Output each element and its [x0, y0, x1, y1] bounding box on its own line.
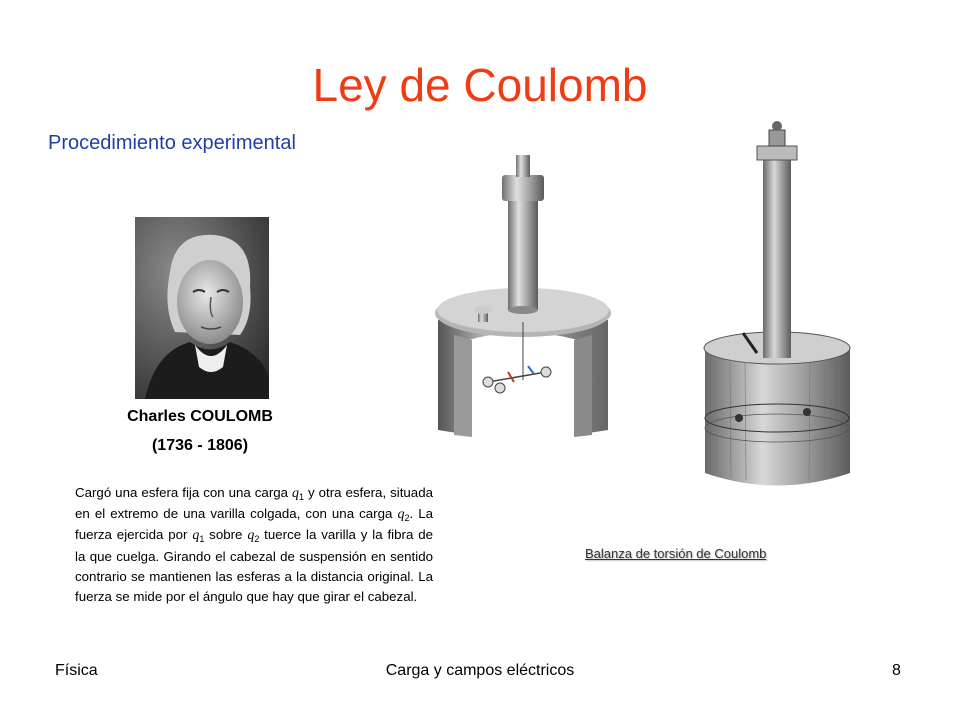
torsion-balance-engraving — [695, 118, 860, 490]
portrait-years: (1736 - 1806) — [151, 437, 249, 454]
torsion-balance-diagram — [428, 150, 618, 440]
slide-title: Ley de Coulomb — [312, 59, 648, 111]
figure-caption: Balanza de torsión de Coulomb — [585, 546, 767, 561]
slide-subtitle: Procedimiento experimental — [48, 132, 296, 154]
footer-subject: Física — [55, 662, 98, 679]
coulomb-portrait — [135, 217, 269, 399]
footer-topic: Carga y campos eléctricos — [385, 662, 575, 679]
portrait-name: Charles COULOMB — [127, 408, 273, 425]
page-number: 8 — [892, 662, 901, 679]
experiment-description: Cargó una esfera fija con una carga $q_1$ y otra esfera, situada en el extremo de una varilla colgada, con una carga $q_2$. La fuerza ejercida por $q_1$ sobre $q_2$ tuerce la varilla y la fibra de la que cuelga. Girando el cabezal de suspensión en sentido contrario se mantienen las esferas a la distancia original. La fuerza se mide por el ángulo que hay que girar el cabezal. — [75, 485, 433, 605]
